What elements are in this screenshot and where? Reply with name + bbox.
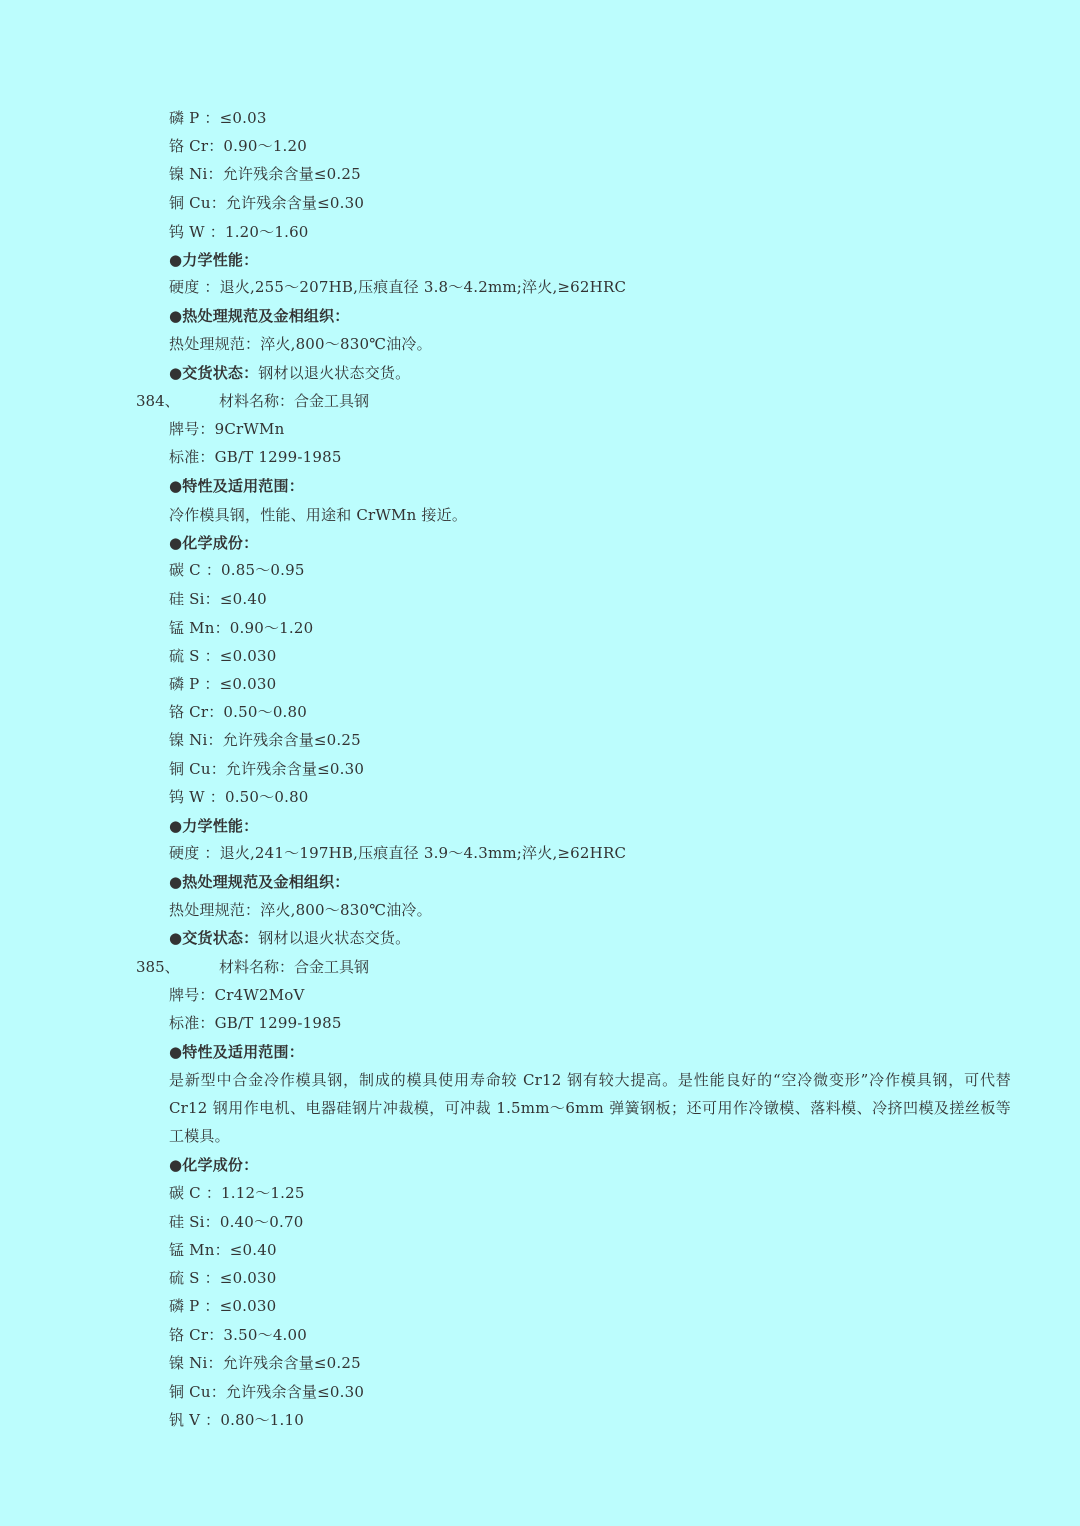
composition-copper: 铜 Cu：允许残余含量≤0.30 bbox=[169, 1383, 365, 1401]
material-name: 材料名称：合金工具钢 bbox=[219, 958, 370, 976]
composition-sulfur: 硫 S ：≤0.030 bbox=[169, 1269, 277, 1287]
composition-carbon: 碳 C ：1.12～1.25 bbox=[169, 1184, 305, 1202]
delivery-heading: ●交货状态： bbox=[169, 929, 259, 947]
heat-treatment-heading: ●热处理规范及金相组织： bbox=[169, 873, 350, 891]
properties-text: 是新型中合金冷作模具钢，制成的模具使用寿命较 Cr12 钢有较大提高。是性能良好的“空冷微变形”冷作模具钢，可代替 Cr12 钢用作电机、电器硅钢片冲裁模，可冲裁 1.5mm～6mm 弹簧钢板；还可用作冷镦模、落料模、冷挤凹模及搓丝板等工模具。 bbox=[169, 1071, 1011, 1145]
composition-silicon: 硅 Si：0.40～0.70 bbox=[169, 1213, 304, 1231]
composition-chromium: 铬 Cr：0.50～0.80 bbox=[169, 703, 308, 721]
entry-number: 384、 bbox=[136, 392, 180, 410]
composition-chromium: 铬 Cr：0.90～1.20 bbox=[169, 137, 308, 155]
mechanical-heading: ●力学性能： bbox=[169, 817, 259, 835]
composition-tungsten: 钨 W ：0.50～0.80 bbox=[169, 788, 309, 806]
chemical-heading: ●化学成份： bbox=[169, 534, 259, 552]
composition-silicon: 硅 Si：≤0.40 bbox=[169, 590, 267, 608]
composition-copper: 铜 Cu：允许残余含量≤0.30 bbox=[169, 760, 365, 778]
mechanical-heading: ●力学性能： bbox=[169, 251, 259, 269]
delivery-heading: ●交货状态： bbox=[169, 364, 259, 382]
composition-manganese: 锰 Mn：≤0.40 bbox=[169, 1241, 277, 1259]
standard: 标准：GB/T 1299-1985 bbox=[169, 448, 342, 466]
composition-phosphorus: 磷 P ：≤0.030 bbox=[169, 1297, 277, 1315]
delivery-line bbox=[169, 363, 410, 383]
delivery-text: 钢材以退火状态交货。 bbox=[258, 929, 411, 947]
entry-number: 385、 bbox=[136, 958, 180, 976]
heat-treatment-text: 热处理规范：淬火,800～830℃油冷。 bbox=[169, 335, 432, 353]
material-name: 材料名称：合金工具钢 bbox=[219, 392, 370, 410]
properties-heading: ●特性及适用范围： bbox=[169, 1043, 304, 1061]
composition-phosphorus: 磷 P ：≤0.03 bbox=[169, 109, 267, 127]
composition-sulfur: 硫 S ：≤0.030 bbox=[169, 647, 277, 665]
mechanical-text: 硬度 ：退火,255～207HB,压痕直径 3.8～4.2mm;淬火,≥62HRC bbox=[169, 278, 627, 296]
mechanical-text: 硬度 ：退火,241～197HB,压痕直径 3.9～4.3mm;淬火,≥62HRC bbox=[169, 844, 627, 862]
entry-384-header bbox=[136, 391, 370, 411]
composition-vanadium: 钒 V ：0.80～1.10 bbox=[169, 1411, 304, 1429]
standard: 标准：GB/T 1299-1985 bbox=[169, 1014, 342, 1032]
composition-phosphorus: 磷 P ：≤0.030 bbox=[169, 675, 277, 693]
composition-nickel: 镍 Ni：允许残余含量≤0.25 bbox=[169, 1354, 361, 1372]
composition-copper: 铜 Cu：允许残余含量≤0.30 bbox=[169, 194, 365, 212]
properties-heading: ●特性及适用范围： bbox=[169, 477, 304, 495]
composition-carbon: 碳 C ：0.85～0.95 bbox=[169, 561, 305, 579]
heat-treatment-text: 热处理规范：淬火,800～830℃油冷。 bbox=[169, 901, 432, 919]
grade: 牌号：9CrWMn bbox=[169, 420, 285, 438]
composition-manganese: 锰 Mn：0.90～1.20 bbox=[169, 619, 314, 637]
chemical-heading: ●化学成份： bbox=[169, 1156, 259, 1174]
grade: 牌号：Cr4W2MoV bbox=[169, 986, 305, 1004]
composition-nickel: 镍 Ni：允许残余含量≤0.25 bbox=[169, 165, 361, 183]
heat-treatment-heading: ●热处理规范及金相组织： bbox=[169, 307, 350, 325]
delivery-line bbox=[169, 928, 410, 948]
properties-text: 冷作模具钢，性能、用途和 CrWMn 接近。 bbox=[169, 506, 468, 524]
composition-nickel: 镍 Ni：允许残余含量≤0.25 bbox=[169, 731, 361, 749]
entry-385-header bbox=[136, 957, 370, 977]
composition-chromium: 铬 Cr：3.50～4.00 bbox=[169, 1326, 308, 1344]
delivery-text: 钢材以退火状态交货。 bbox=[258, 364, 411, 382]
composition-tungsten: 钨 W ：1.20～1.60 bbox=[169, 223, 309, 241]
